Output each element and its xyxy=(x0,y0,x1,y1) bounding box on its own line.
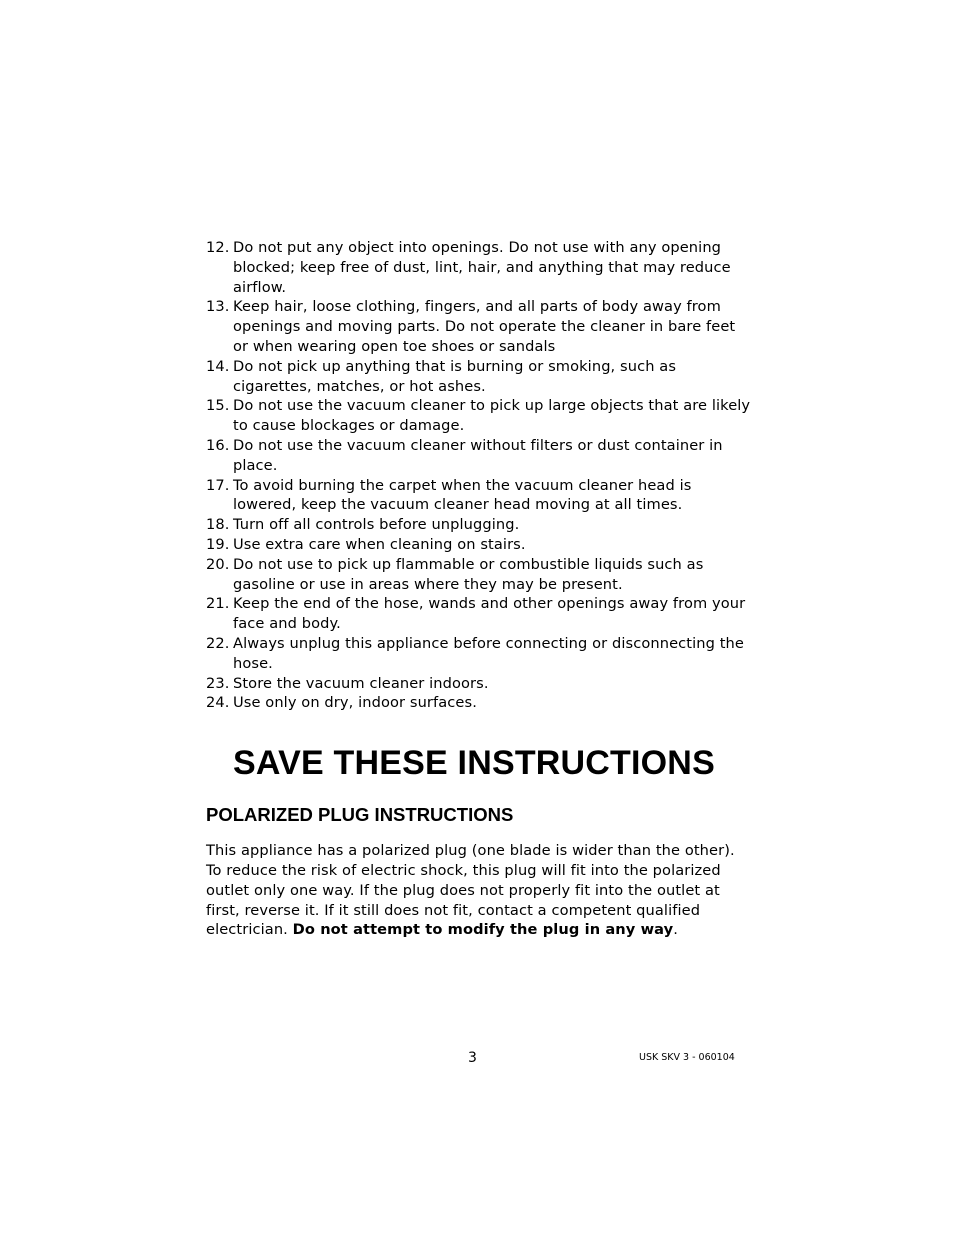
list-item xyxy=(206,555,754,595)
item-text: Do not use to pick up flammable or combustible liquids such as gasoline or use in areas where they may be present. xyxy=(233,555,704,593)
polarized-plug-paragraph xyxy=(206,841,754,940)
list-item xyxy=(206,535,754,555)
item-text: Do not use the vacuum cleaner without filters or dust container in place. xyxy=(233,436,723,474)
item-number: 16. xyxy=(206,436,230,454)
item-text: Use extra care when cleaning on stairs. xyxy=(233,535,526,553)
save-instructions-heading: SAVE THESE INSTRUCTIONS xyxy=(233,744,715,783)
list-item xyxy=(206,693,754,713)
item-number: 23. xyxy=(206,674,230,692)
list-item xyxy=(206,634,754,674)
item-number: 18. xyxy=(206,516,230,534)
list-item xyxy=(206,396,754,436)
item-number: 13. xyxy=(206,298,230,316)
list-item xyxy=(206,476,754,516)
item-number: 14. xyxy=(206,357,230,375)
list-item xyxy=(206,674,754,694)
item-number: 22. xyxy=(206,634,230,652)
list-item xyxy=(206,594,754,634)
item-text: Do not put any object into openings. Do not use with any opening blocked; keep free of dust, lint, hair, and anything that may reduce airflow. xyxy=(233,239,731,296)
item-number: 15. xyxy=(206,397,230,415)
item-number: 21. xyxy=(206,595,230,613)
item-number: 17. xyxy=(206,476,230,494)
document-code: USK SKV 3 - 060104 xyxy=(639,1052,735,1063)
item-number: 20. xyxy=(206,555,230,573)
list-item xyxy=(206,436,754,476)
item-text: Turn off all controls before unplugging. xyxy=(233,516,520,534)
item-number: 19. xyxy=(206,535,230,553)
safety-instructions-list xyxy=(206,238,754,713)
polarized-plug-body: This appliance has a polarized plug (one blade is wider than the other). To reduce the risk of electric shock, this plug will fit into the polarized outlet only one way. If the plug does not properly fit into the outlet at first, reverse it. If it still does not fit, contact a competent qualified electrician. xyxy=(206,842,735,939)
item-text: Keep hair, loose clothing, fingers, and all parts of body away from openings and moving parts. Do not operate the cleaner in bare feet or when wearing open toe shoes or sandals xyxy=(233,298,736,355)
item-text: Always unplug this appliance before connecting or disconnecting the hose. xyxy=(233,634,744,672)
list-item xyxy=(206,357,754,397)
item-text: Use only on dry, indoor surfaces. xyxy=(233,694,477,712)
list-item xyxy=(206,297,754,356)
list-item xyxy=(206,238,754,297)
polarized-plug-end: . xyxy=(673,921,679,939)
polarized-plug-warning: Do not attempt to modify the plug in any way xyxy=(292,921,674,939)
polarized-plug-heading: POLARIZED PLUG INSTRUCTIONS xyxy=(206,804,514,826)
list-item xyxy=(206,515,754,535)
item-text: To avoid burning the carpet when the vacuum cleaner head is lowered, keep the vacuum cleaner head moving at all times. xyxy=(233,476,692,514)
item-text: Do not use the vacuum cleaner to pick up large objects that are likely to cause blockages or damage. xyxy=(233,397,751,435)
item-number: 12. xyxy=(206,239,230,256)
page-content xyxy=(206,238,754,940)
page-number: 3 xyxy=(468,1050,477,1066)
item-text: Store the vacuum cleaner indoors. xyxy=(233,674,489,692)
item-text: Do not pick up anything that is burning or smoking, such as cigarettes, matches, or hot ashes. xyxy=(233,357,677,395)
item-text: Keep the end of the hose, wands and other openings away from your face and body. xyxy=(233,595,746,633)
item-number: 24. xyxy=(206,694,230,712)
